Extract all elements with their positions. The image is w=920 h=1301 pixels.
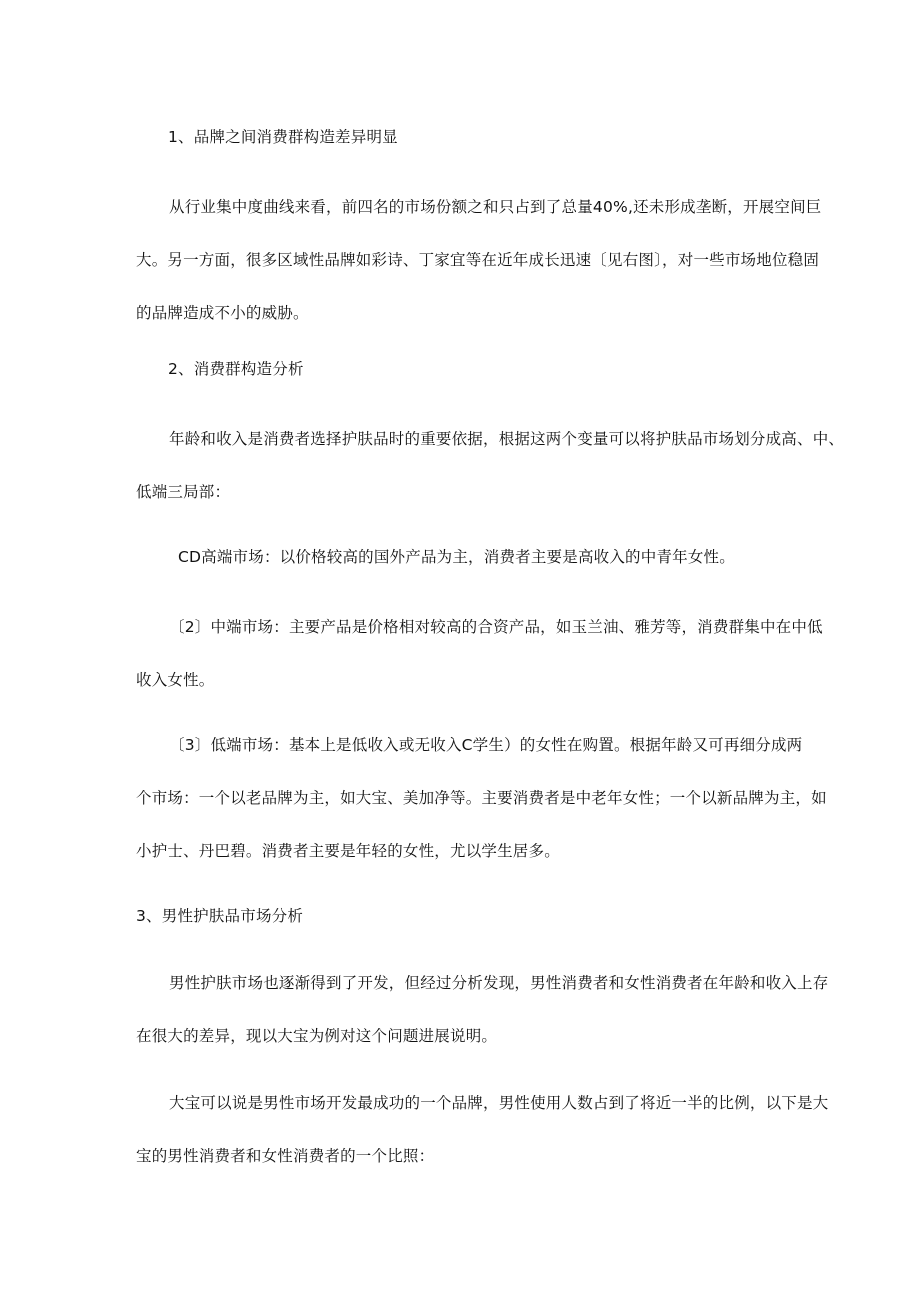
section-heading-1: 1、品牌之间消费群构造差异明显	[168, 128, 398, 146]
paragraph-dabao-comparison: 大宝可以说是男性市场开发最成功的一个品牌，男性使用人数占到了将近一半的比例，以下是大 宝的男性消费者和女性消费者的一个比照：	[136, 1094, 829, 1165]
section-heading-3: 3、男性护肤品市场分析	[136, 907, 304, 925]
section-heading-2: 2、消费群构造分析	[168, 360, 304, 378]
list-item-high-end: CD高端市场：以价格较高的国外产品为主，消费者主要是高收入的中青年女性。	[178, 548, 735, 566]
list-item-low-end: 〔3〕低端市场：基本上是低收入或无收入C学生）的女性在购置。根据年龄又可再细分成两 个市场：一个以老品牌为主，如大宝、美加净等。主要消费者是中老年女性；一个以新品牌为主，如 小护士、丹巴碧。消费者主要是年轻的女性，尤以学生居多。	[136, 736, 827, 860]
paragraph-industry-concentration: 从行业集中度曲线来看，前四名的市场份额之和只占到了总量40%,还未形成垄断，开展空间巨 大。另一方面，很多区域性品牌如彩诗、丁家宜等在近年成长迅速〔见右图〕，对一些市场地位稳固 的品牌造成不小的威胁。	[136, 198, 822, 322]
paragraph-male-market: 男性护肤市场也逐渐得到了开发，但经过分析发现，男性消费者和女性消费者在年龄和收入上存 在很大的差异，现以大宝为例对这个问题进展说明。	[136, 974, 829, 1045]
paragraph-segmentation: 年龄和收入是消费者选择护肤品时的重要依据，根据这两个变量可以将护肤品市场划分成高、中、 低端三局部：	[136, 430, 845, 501]
list-item-mid-end: 〔2〕中端市场：主要产品是价格相对较高的合资产品，如玉兰油、雅芳等，消费群集中在中低 收入女性。	[136, 618, 823, 689]
